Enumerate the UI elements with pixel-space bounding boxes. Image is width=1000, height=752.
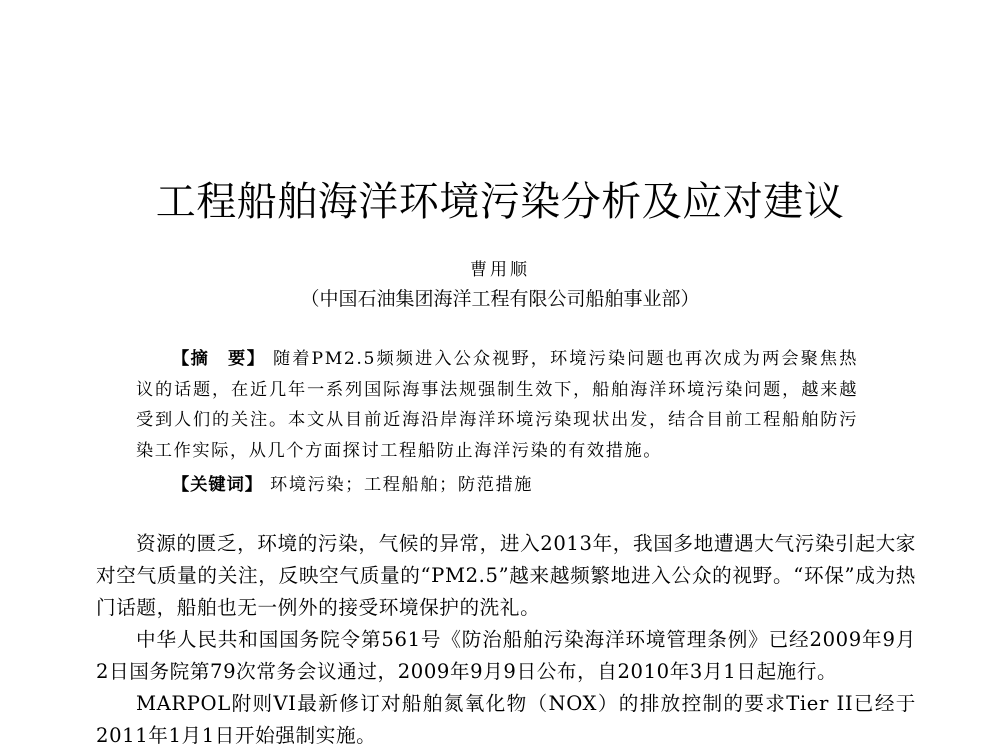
abstract-text: 随着PM2.5频频进入公众视野，环境污染问题也再次成为两会聚焦热议的话题，在近几年一系列国际海事法规强制生效下，船舶海洋环境污染问题，越来越受到人们的关注。本文从目前近海沿岸海洋环境污染现状出发，结合目前工程船舶防污染工作实际，从几个方面探讨工程船防止海洋污染的有效措施。: [136, 349, 858, 461]
keywords-text: 环境污染；工程船舶；防范措施: [270, 475, 534, 495]
keywords-label: 【关键词】: [172, 475, 263, 495]
keywords-block: [172, 470, 872, 495]
paper-title: 工程船舶海洋环境污染分析及应对建议: [155, 179, 845, 225]
author-affiliation: （中国石油集团海洋工程有限公司船舶事业部）: [300, 288, 700, 310]
body-paragraph-2: 中华人民共和国国务院令第561号《防治船舶污染海洋环境管理条例》已经2009年9月2日国务院第79次常务会议通过，2009年9月9日公布，自2010年3月1日起施行。: [96, 628, 916, 683]
body-paragraph-1: 资源的匮乏，环境的污染，气候的异常，进入2013年，我国多地遭遇大气污染引起大家对空气质量的关注，反映空气质量的“PM2.5”越来越频繁地进入公众的视野。“环保”成为热门话题，船舶也无一例外的接受环境保护的洗礼。: [96, 532, 916, 619]
abstract-block: [136, 344, 858, 466]
author-name: 曹用顺: [470, 260, 530, 280]
body-paragraph-3: MARPOL附则VI最新修订对船舶氮氧化物（NOX）的排放控制的要求Tier II已经于2011年1月1日开始强制实施。: [96, 692, 916, 747]
body-text: [96, 528, 916, 752]
abstract-label: 【摘 要】: [172, 349, 266, 369]
